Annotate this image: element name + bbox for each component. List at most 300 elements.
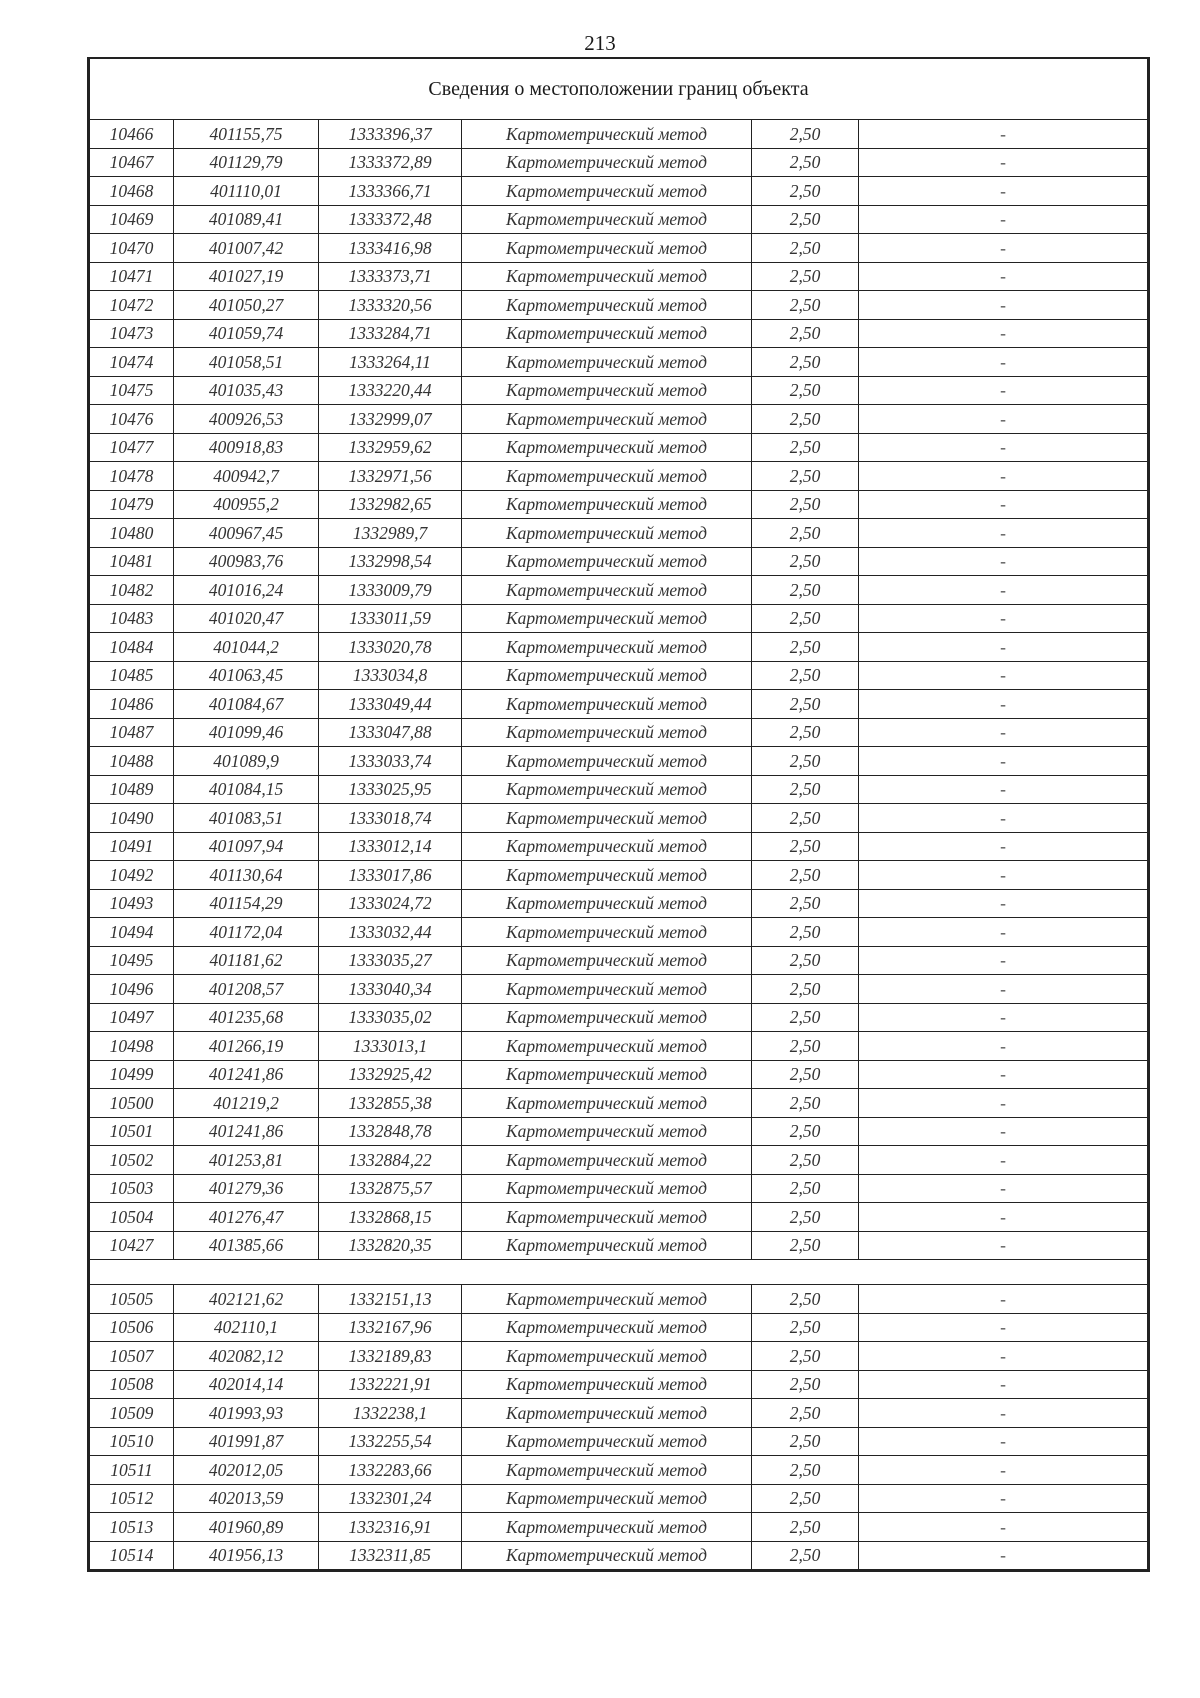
x-coordinate-cell: 401279,36 [174,1174,319,1203]
point-number-cell: 10492 [90,861,174,890]
point-number-cell: 10491 [90,832,174,861]
description-cell: - [859,946,1148,975]
description-cell: - [859,547,1148,576]
description-cell: - [859,690,1148,719]
method-cell: Картометрический метод [462,1399,752,1428]
description-cell: - [859,1032,1148,1061]
x-coordinate-cell: 402013,59 [174,1484,319,1513]
table-row [90,291,1148,320]
y-coordinate-cell: 1332820,35 [319,1231,462,1260]
x-coordinate-cell: 401219,2 [174,1089,319,1118]
accuracy-cell: 2,50 [752,861,859,890]
description-cell: - [859,576,1148,605]
x-coordinate-cell: 401991,87 [174,1427,319,1456]
method-cell: Картометрический метод [462,804,752,833]
method-cell: Картометрический метод [462,462,752,491]
y-coordinate-cell: 1333020,78 [319,633,462,662]
table-row [90,234,1148,263]
x-coordinate-cell: 401241,86 [174,1117,319,1146]
accuracy-cell: 2,50 [752,1370,859,1399]
x-coordinate-cell: 401084,15 [174,775,319,804]
x-coordinate-cell: 401276,47 [174,1203,319,1232]
table-row [90,604,1148,633]
x-coordinate-cell: 402121,62 [174,1285,319,1314]
x-coordinate-cell: 401007,42 [174,234,319,263]
table-row [90,918,1148,947]
accuracy-cell: 2,50 [752,1032,859,1061]
point-number-cell: 10499 [90,1060,174,1089]
table-row [90,1117,1148,1146]
point-number-cell: 10493 [90,889,174,918]
accuracy-cell: 2,50 [752,1456,859,1485]
description-cell: - [859,376,1148,405]
description-cell: - [859,433,1148,462]
y-coordinate-cell: 1332316,91 [319,1513,462,1542]
y-coordinate-cell: 1332875,57 [319,1174,462,1203]
method-cell: Картометрический метод [462,1003,752,1032]
description-cell: - [859,1427,1148,1456]
x-coordinate-cell: 401129,79 [174,148,319,177]
accuracy-cell: 2,50 [752,804,859,833]
method-cell: Картометрический метод [462,1342,752,1371]
point-number-cell: 10487 [90,718,174,747]
table-row [90,1203,1148,1232]
y-coordinate-cell: 1333320,56 [319,291,462,320]
accuracy-cell: 2,50 [752,1484,859,1513]
point-number-cell: 10494 [90,918,174,947]
table-row [90,946,1148,975]
point-number-cell: 10471 [90,262,174,291]
y-coordinate-cell: 1332982,65 [319,490,462,519]
description-cell: - [859,747,1148,776]
y-coordinate-cell: 1333034,8 [319,661,462,690]
x-coordinate-cell: 401027,19 [174,262,319,291]
x-coordinate-cell: 401956,13 [174,1541,319,1570]
method-cell: Картометрический метод [462,519,752,548]
y-coordinate-cell: 1332311,85 [319,1541,462,1570]
point-number-cell: 10502 [90,1146,174,1175]
table-row [90,1313,1148,1342]
method-cell: Картометрический метод [462,946,752,975]
point-number-cell: 10508 [90,1370,174,1399]
accuracy-cell: 2,50 [752,348,859,377]
y-coordinate-cell: 1333372,89 [319,148,462,177]
table-row [90,975,1148,1004]
description-cell: - [859,1060,1148,1089]
x-coordinate-cell: 401960,89 [174,1513,319,1542]
method-cell: Картометрический метод [462,1427,752,1456]
x-coordinate-cell: 401083,51 [174,804,319,833]
table-row [90,490,1148,519]
point-number-cell: 10475 [90,376,174,405]
description-cell: - [859,1513,1148,1542]
y-coordinate-cell: 1332189,83 [319,1342,462,1371]
y-coordinate-cell: 1333033,74 [319,747,462,776]
method-cell: Картометрический метод [462,1313,752,1342]
accuracy-cell: 2,50 [752,1399,859,1428]
point-number-cell: 10489 [90,775,174,804]
method-cell: Картометрический метод [462,576,752,605]
point-number-cell: 10503 [90,1174,174,1203]
method-cell: Картометрический метод [462,604,752,633]
description-cell: - [859,718,1148,747]
point-number-cell: 10469 [90,205,174,234]
accuracy-cell: 2,50 [752,1089,859,1118]
description-cell: - [859,861,1148,890]
description-cell: - [859,918,1148,947]
method-cell: Картометрический метод [462,918,752,947]
point-number-cell: 10478 [90,462,174,491]
table-row [90,861,1148,890]
table-row [90,661,1148,690]
y-coordinate-cell: 1333013,1 [319,1032,462,1061]
accuracy-cell: 2,50 [752,747,859,776]
description-cell: - [859,348,1148,377]
accuracy-cell: 2,50 [752,1313,859,1342]
x-coordinate-cell: 400918,83 [174,433,319,462]
table-row [90,148,1148,177]
point-number-cell: 10507 [90,1342,174,1371]
table-row [90,1060,1148,1089]
accuracy-cell: 2,50 [752,376,859,405]
description-cell: - [859,205,1148,234]
accuracy-cell: 2,50 [752,775,859,804]
accuracy-cell: 2,50 [752,319,859,348]
x-coordinate-cell: 400926,53 [174,405,319,434]
description-cell: - [859,1313,1148,1342]
y-coordinate-cell: 1332925,42 [319,1060,462,1089]
method-cell: Картометрический метод [462,1513,752,1542]
y-coordinate-cell: 1333009,79 [319,576,462,605]
point-number-cell: 10512 [90,1484,174,1513]
table-row [90,747,1148,776]
point-number-cell: 10476 [90,405,174,434]
table-row [90,120,1148,149]
x-coordinate-cell: 401993,93 [174,1399,319,1428]
method-cell: Картометрический метод [462,775,752,804]
x-coordinate-cell: 401020,47 [174,604,319,633]
description-cell: - [859,490,1148,519]
description-cell: - [859,462,1148,491]
method-cell: Картометрический метод [462,661,752,690]
y-coordinate-cell: 1333025,95 [319,775,462,804]
x-coordinate-cell: 400967,45 [174,519,319,548]
table-row [90,633,1148,662]
method-cell: Картометрический метод [462,120,752,149]
y-coordinate-cell: 1332884,22 [319,1146,462,1175]
table-row [90,1427,1148,1456]
accuracy-cell: 2,50 [752,1541,859,1570]
table-row [90,775,1148,804]
description-cell: - [859,1089,1148,1118]
page-number: 213 [584,31,616,55]
method-cell: Картометрический метод [462,376,752,405]
method-cell: Картометрический метод [462,975,752,1004]
x-coordinate-cell: 401172,04 [174,918,319,947]
description-cell: - [859,975,1148,1004]
x-coordinate-cell: 401099,46 [174,718,319,747]
method-cell: Картометрический метод [462,1032,752,1061]
point-number-cell: 10506 [90,1313,174,1342]
point-number-cell: 10484 [90,633,174,662]
method-cell: Картометрический метод [462,547,752,576]
point-number-cell: 10480 [90,519,174,548]
table-row [90,1370,1148,1399]
accuracy-cell: 2,50 [752,576,859,605]
point-number-cell: 10501 [90,1117,174,1146]
x-coordinate-cell: 401130,64 [174,861,319,890]
y-coordinate-cell: 1332238,1 [319,1399,462,1428]
y-coordinate-cell: 1333372,48 [319,205,462,234]
accuracy-cell: 2,50 [752,205,859,234]
table-row [90,519,1148,548]
y-coordinate-cell: 1332855,38 [319,1089,462,1118]
x-coordinate-cell: 401089,9 [174,747,319,776]
y-coordinate-cell: 1333047,88 [319,718,462,747]
table-row [90,348,1148,377]
table-row [90,405,1148,434]
method-cell: Картометрический метод [462,348,752,377]
accuracy-cell: 2,50 [752,1285,859,1314]
point-number-cell: 10466 [90,120,174,149]
method-cell: Картометрический метод [462,433,752,462]
description-cell: - [859,1117,1148,1146]
x-coordinate-cell: 402082,12 [174,1342,319,1371]
y-coordinate-cell: 1332255,54 [319,1427,462,1456]
table-row [90,262,1148,291]
point-number-cell: 10472 [90,291,174,320]
y-coordinate-cell: 1333040,34 [319,975,462,1004]
y-coordinate-cell: 1332221,91 [319,1370,462,1399]
description-cell: - [859,1203,1148,1232]
description-cell: - [859,775,1148,804]
table-row [90,576,1148,605]
description-cell: - [859,1484,1148,1513]
table-row [90,1484,1148,1513]
x-coordinate-cell: 401235,68 [174,1003,319,1032]
y-coordinate-cell: 1333017,86 [319,861,462,890]
y-coordinate-cell: 1333024,72 [319,889,462,918]
table-row [90,462,1148,491]
x-coordinate-cell: 401253,81 [174,1146,319,1175]
method-cell: Картометрический метод [462,148,752,177]
point-number-cell: 10468 [90,177,174,206]
method-cell: Картометрический метод [462,718,752,747]
point-number-cell: 10495 [90,946,174,975]
accuracy-cell: 2,50 [752,120,859,149]
accuracy-cell: 2,50 [752,975,859,1004]
table-row [90,1541,1148,1570]
x-coordinate-cell: 401110,01 [174,177,319,206]
y-coordinate-cell: 1332959,62 [319,433,462,462]
table-row [90,1174,1148,1203]
description-cell: - [859,1003,1148,1032]
point-number-cell: 10485 [90,661,174,690]
x-coordinate-cell: 400942,7 [174,462,319,491]
accuracy-cell: 2,50 [752,1060,859,1089]
y-coordinate-cell: 1332971,56 [319,462,462,491]
point-number-cell: 10481 [90,547,174,576]
method-cell: Картометрический метод [462,177,752,206]
y-coordinate-cell: 1333416,98 [319,234,462,263]
x-coordinate-cell: 401154,29 [174,889,319,918]
table-row [90,177,1148,206]
method-cell: Картометрический метод [462,690,752,719]
y-coordinate-cell: 1332167,96 [319,1313,462,1342]
group-separator-cell [90,1260,1148,1285]
table-row [90,319,1148,348]
description-cell: - [859,1541,1148,1570]
x-coordinate-cell: 401044,2 [174,633,319,662]
table-row [90,1231,1148,1260]
method-cell: Картометрический метод [462,1060,752,1089]
accuracy-cell: 2,50 [752,177,859,206]
table-row [90,376,1148,405]
accuracy-cell: 2,50 [752,405,859,434]
y-coordinate-cell: 1333012,14 [319,832,462,861]
method-cell: Картометрический метод [462,490,752,519]
y-coordinate-cell: 1333373,71 [319,262,462,291]
description-cell: - [859,1146,1148,1175]
method-cell: Картометрический метод [462,1231,752,1260]
description-cell: - [859,1399,1148,1428]
method-cell: Картометрический метод [462,861,752,890]
point-number-cell: 10488 [90,747,174,776]
x-coordinate-cell: 401059,74 [174,319,319,348]
description-cell: - [859,1342,1148,1371]
point-number-cell: 10490 [90,804,174,833]
accuracy-cell: 2,50 [752,1342,859,1371]
table-title: Сведения о местоположении границ объекта [90,59,1148,120]
x-coordinate-cell: 401089,41 [174,205,319,234]
x-coordinate-cell: 402014,14 [174,1370,319,1399]
table-row [90,804,1148,833]
description-cell: - [859,262,1148,291]
description-cell: - [859,319,1148,348]
x-coordinate-cell: 400983,76 [174,547,319,576]
description-cell: - [859,1285,1148,1314]
description-cell: - [859,1231,1148,1260]
y-coordinate-cell: 1333018,74 [319,804,462,833]
table-row [90,832,1148,861]
point-number-cell: 10482 [90,576,174,605]
x-coordinate-cell: 401016,24 [174,576,319,605]
y-coordinate-cell: 1332989,7 [319,519,462,548]
description-cell: - [859,234,1148,263]
y-coordinate-cell: 1333396,37 [319,120,462,149]
x-coordinate-cell: 402012,05 [174,1456,319,1485]
y-coordinate-cell: 1332151,13 [319,1285,462,1314]
accuracy-cell: 2,50 [752,918,859,947]
accuracy-cell: 2,50 [752,604,859,633]
point-number-cell: 10427 [90,1231,174,1260]
accuracy-cell: 2,50 [752,832,859,861]
x-coordinate-cell: 401097,94 [174,832,319,861]
x-coordinate-cell: 401241,86 [174,1060,319,1089]
group-separator-row [90,1260,1148,1285]
method-cell: Картометрический метод [462,405,752,434]
point-number-cell: 10511 [90,1456,174,1485]
accuracy-cell: 2,50 [752,718,859,747]
point-number-cell: 10497 [90,1003,174,1032]
accuracy-cell: 2,50 [752,291,859,320]
table-row [90,690,1148,719]
accuracy-cell: 2,50 [752,490,859,519]
accuracy-cell: 2,50 [752,633,859,662]
point-number-cell: 10514 [90,1541,174,1570]
accuracy-cell: 2,50 [752,1513,859,1542]
table-row [90,1089,1148,1118]
description-cell: - [859,405,1148,434]
table-row [90,889,1148,918]
y-coordinate-cell: 1333284,71 [319,319,462,348]
description-cell: - [859,661,1148,690]
table-row [90,718,1148,747]
accuracy-cell: 2,50 [752,433,859,462]
accuracy-cell: 2,50 [752,462,859,491]
method-cell: Картометрический метод [462,319,752,348]
point-number-cell: 10474 [90,348,174,377]
table-row [90,1032,1148,1061]
y-coordinate-cell: 1332999,07 [319,405,462,434]
x-coordinate-cell: 401266,19 [174,1032,319,1061]
y-coordinate-cell: 1332301,24 [319,1484,462,1513]
method-cell: Картометрический метод [462,633,752,662]
y-coordinate-cell: 1333035,02 [319,1003,462,1032]
description-cell: - [859,291,1148,320]
accuracy-cell: 2,50 [752,519,859,548]
table-row [90,433,1148,462]
description-cell: - [859,604,1148,633]
method-cell: Картометрический метод [462,1370,752,1399]
x-coordinate-cell: 401084,67 [174,690,319,719]
accuracy-cell: 2,50 [752,1231,859,1260]
y-coordinate-cell: 1333011,59 [319,604,462,633]
boundary-table [87,57,1150,1572]
description-cell: - [859,1370,1148,1399]
accuracy-cell: 2,50 [752,946,859,975]
description-cell: - [859,1174,1148,1203]
y-coordinate-cell: 1332848,78 [319,1117,462,1146]
method-cell: Картометрический метод [462,205,752,234]
accuracy-cell: 2,50 [752,1117,859,1146]
method-cell: Картометрический метод [462,1203,752,1232]
y-coordinate-cell: 1333366,71 [319,177,462,206]
accuracy-cell: 2,50 [752,148,859,177]
method-cell: Картометрический метод [462,234,752,263]
y-coordinate-cell: 1333049,44 [319,690,462,719]
point-number-cell: 10510 [90,1427,174,1456]
point-number-cell: 10513 [90,1513,174,1542]
method-cell: Картометрический метод [462,1285,752,1314]
y-coordinate-cell: 1333032,44 [319,918,462,947]
accuracy-cell: 2,50 [752,262,859,291]
method-cell: Картометрический метод [462,1484,752,1513]
accuracy-cell: 2,50 [752,1146,859,1175]
y-coordinate-cell: 1333220,44 [319,376,462,405]
table-row [90,547,1148,576]
table-row [90,1285,1148,1314]
y-coordinate-cell: 1333264,11 [319,348,462,377]
x-coordinate-cell: 402110,1 [174,1313,319,1342]
point-number-cell: 10479 [90,490,174,519]
y-coordinate-cell: 1333035,27 [319,946,462,975]
x-coordinate-cell: 400955,2 [174,490,319,519]
point-number-cell: 10500 [90,1089,174,1118]
method-cell: Картометрический метод [462,832,752,861]
table-row [90,205,1148,234]
accuracy-cell: 2,50 [752,1203,859,1232]
